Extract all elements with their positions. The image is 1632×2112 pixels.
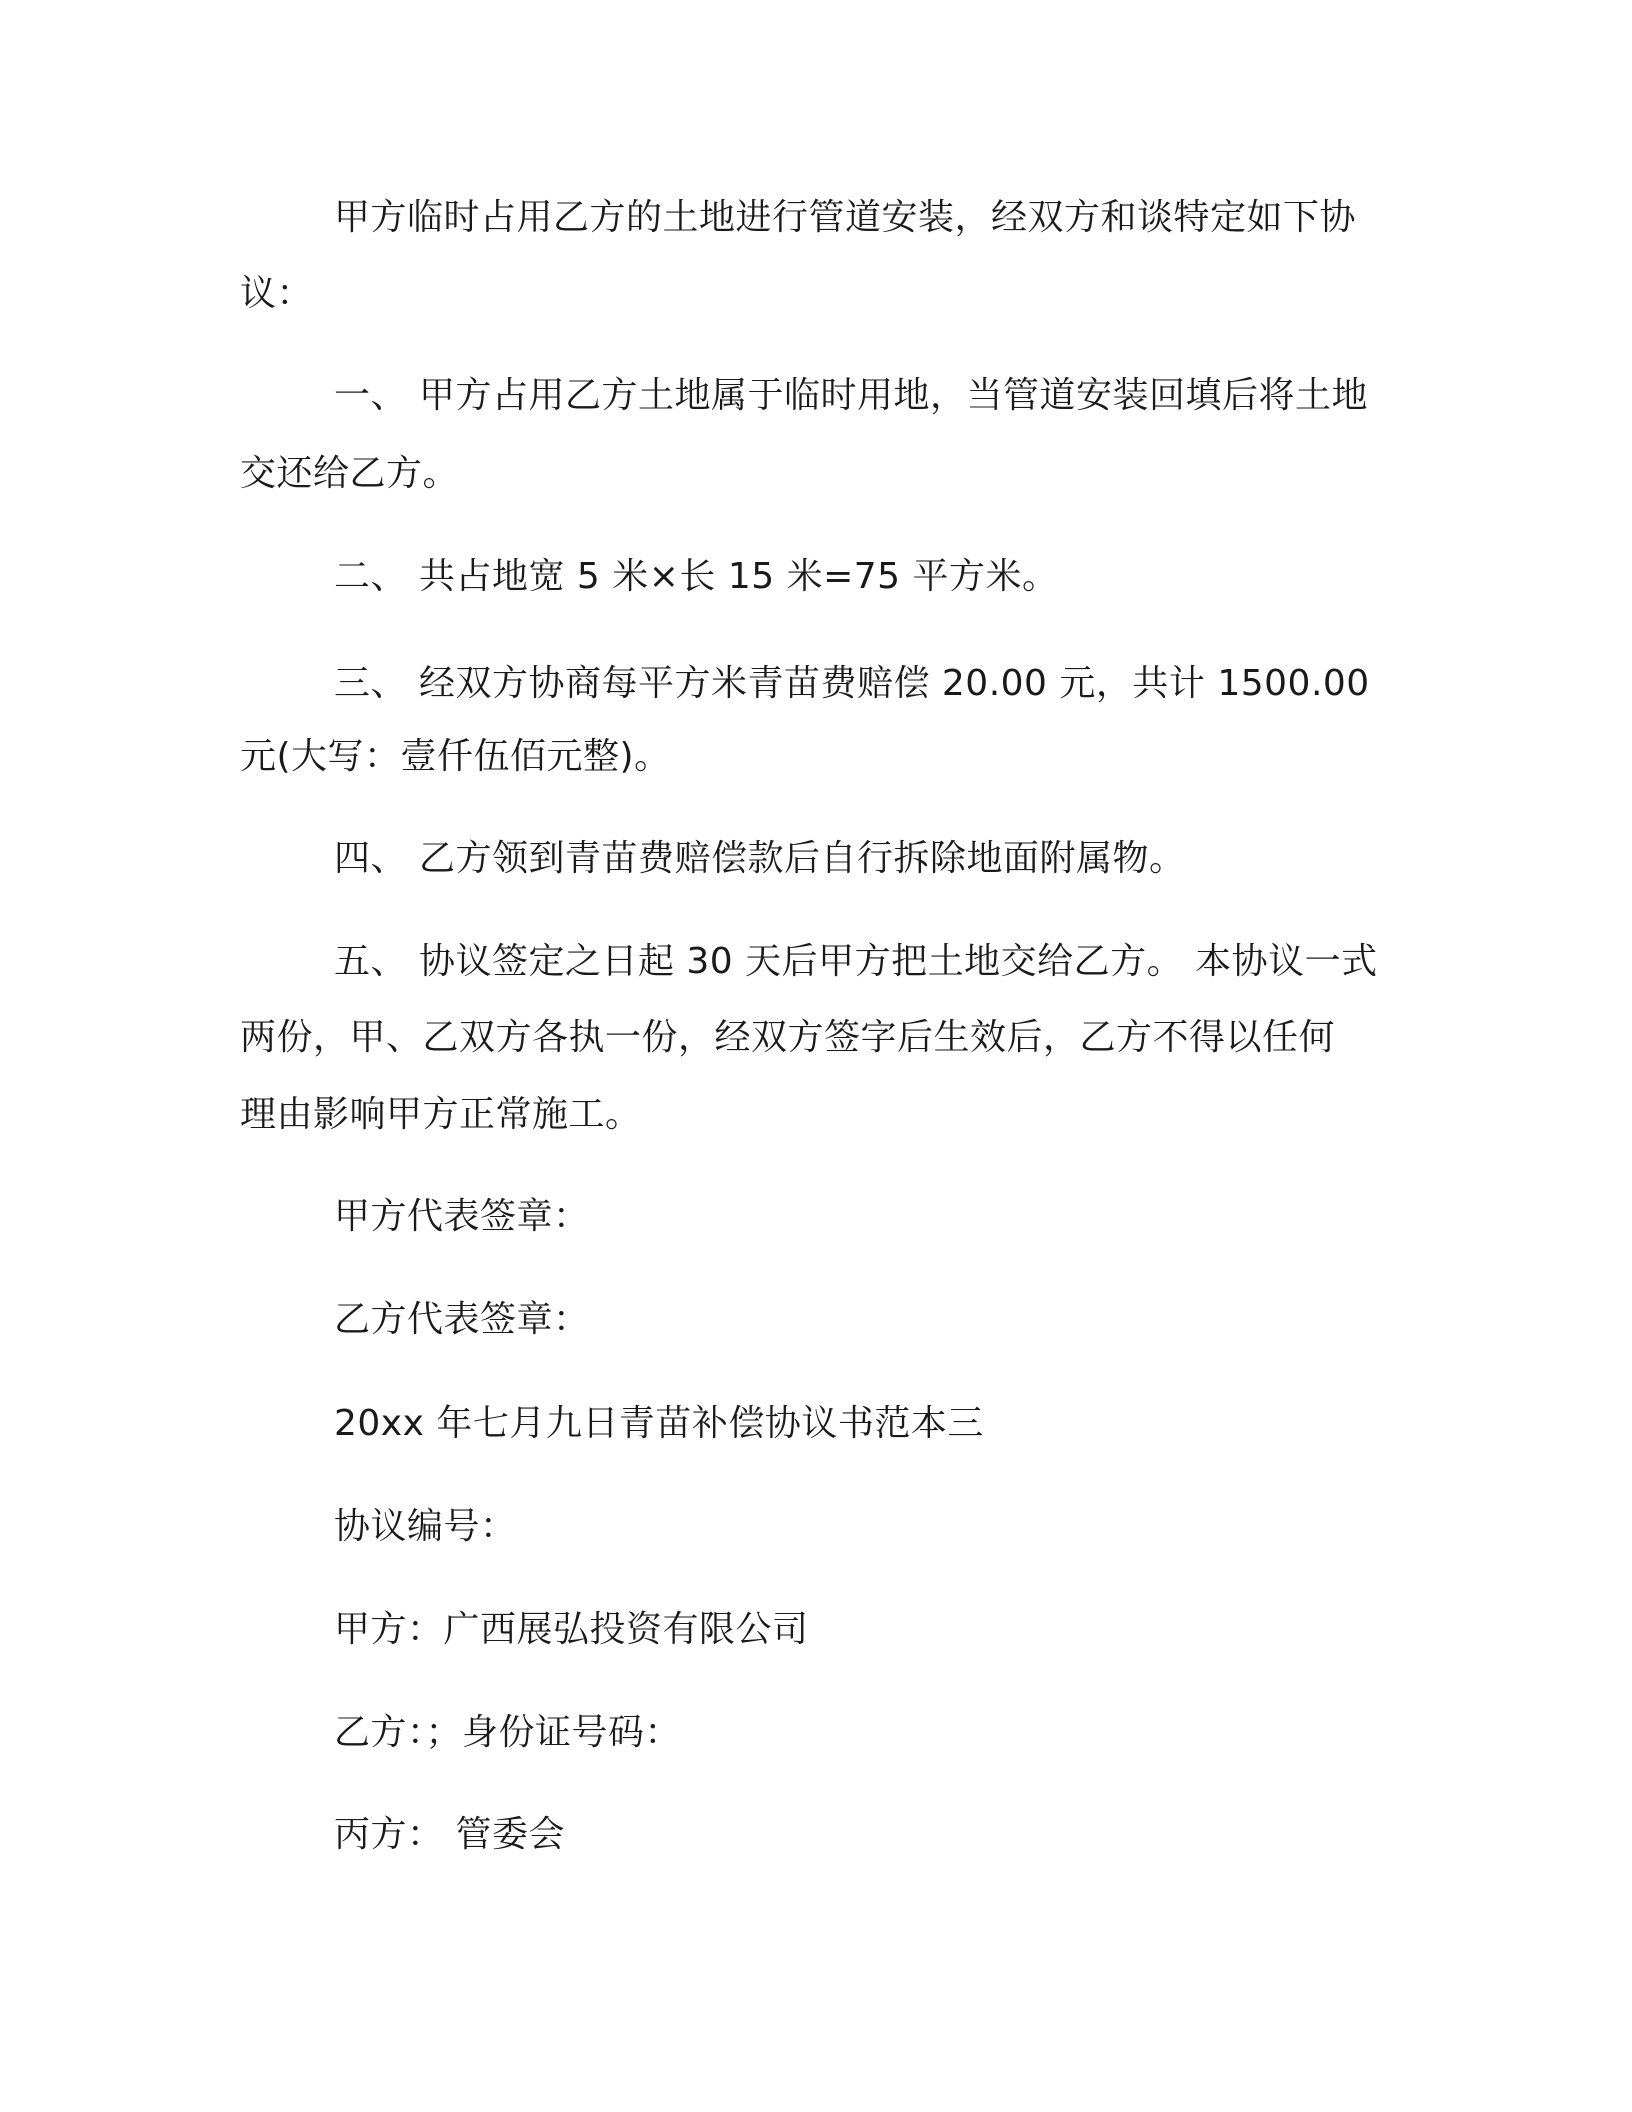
- clause-4-line-1: 四、 乙方领到青苗费赔偿款后自行拆除地面附属物。: [334, 838, 1186, 879]
- clause-5-line-2: 两份，甲、乙双方各执一份，经双方签字后生效后，乙方不得以任何: [240, 1017, 1336, 1058]
- signature-party-b: 乙方代表签章：: [334, 1299, 590, 1340]
- clause-3-line-1: 三、 经双方协商每平方米青苗费赔偿 20.00 元，共计 1500.00: [334, 663, 1370, 704]
- party-b-info: 乙方：；身份证号码：: [334, 1712, 682, 1753]
- clause-5-line-3: 理由影响甲方正常施工。: [240, 1094, 642, 1135]
- date-and-next-title: 20xx 年七月九日青苗补偿协议书范本三: [334, 1403, 984, 1444]
- signature-party-a: 甲方代表签章：: [334, 1196, 590, 1237]
- clause-3-line-2: 元(大写：壹仟伍佰元整)。: [240, 736, 671, 777]
- party-c-info: 丙方： 管委会: [334, 1814, 565, 1855]
- clause-1-line-1: 一、 甲方占用乙方土地属于临时用地，当管道安装回填后将土地: [334, 375, 1368, 416]
- party-a-info: 甲方：广西展弘投资有限公司: [334, 1609, 809, 1650]
- clause-5-line-1: 五、 协议签定之日起 30 天后甲方把土地交给乙方。 本协议一式: [334, 941, 1378, 982]
- intro-line-2: 议：: [240, 273, 314, 314]
- clause-2-line-1: 二、 共占地宽 5 米×长 15 米=75 平方米。: [334, 556, 1059, 597]
- intro-line-1: 甲方临时占用乙方的土地进行管道安装，经双方和谈特定如下协: [334, 197, 1357, 238]
- clause-1-line-2: 交还给乙方。: [240, 453, 460, 494]
- agreement-number-label: 协议编号：: [334, 1506, 517, 1547]
